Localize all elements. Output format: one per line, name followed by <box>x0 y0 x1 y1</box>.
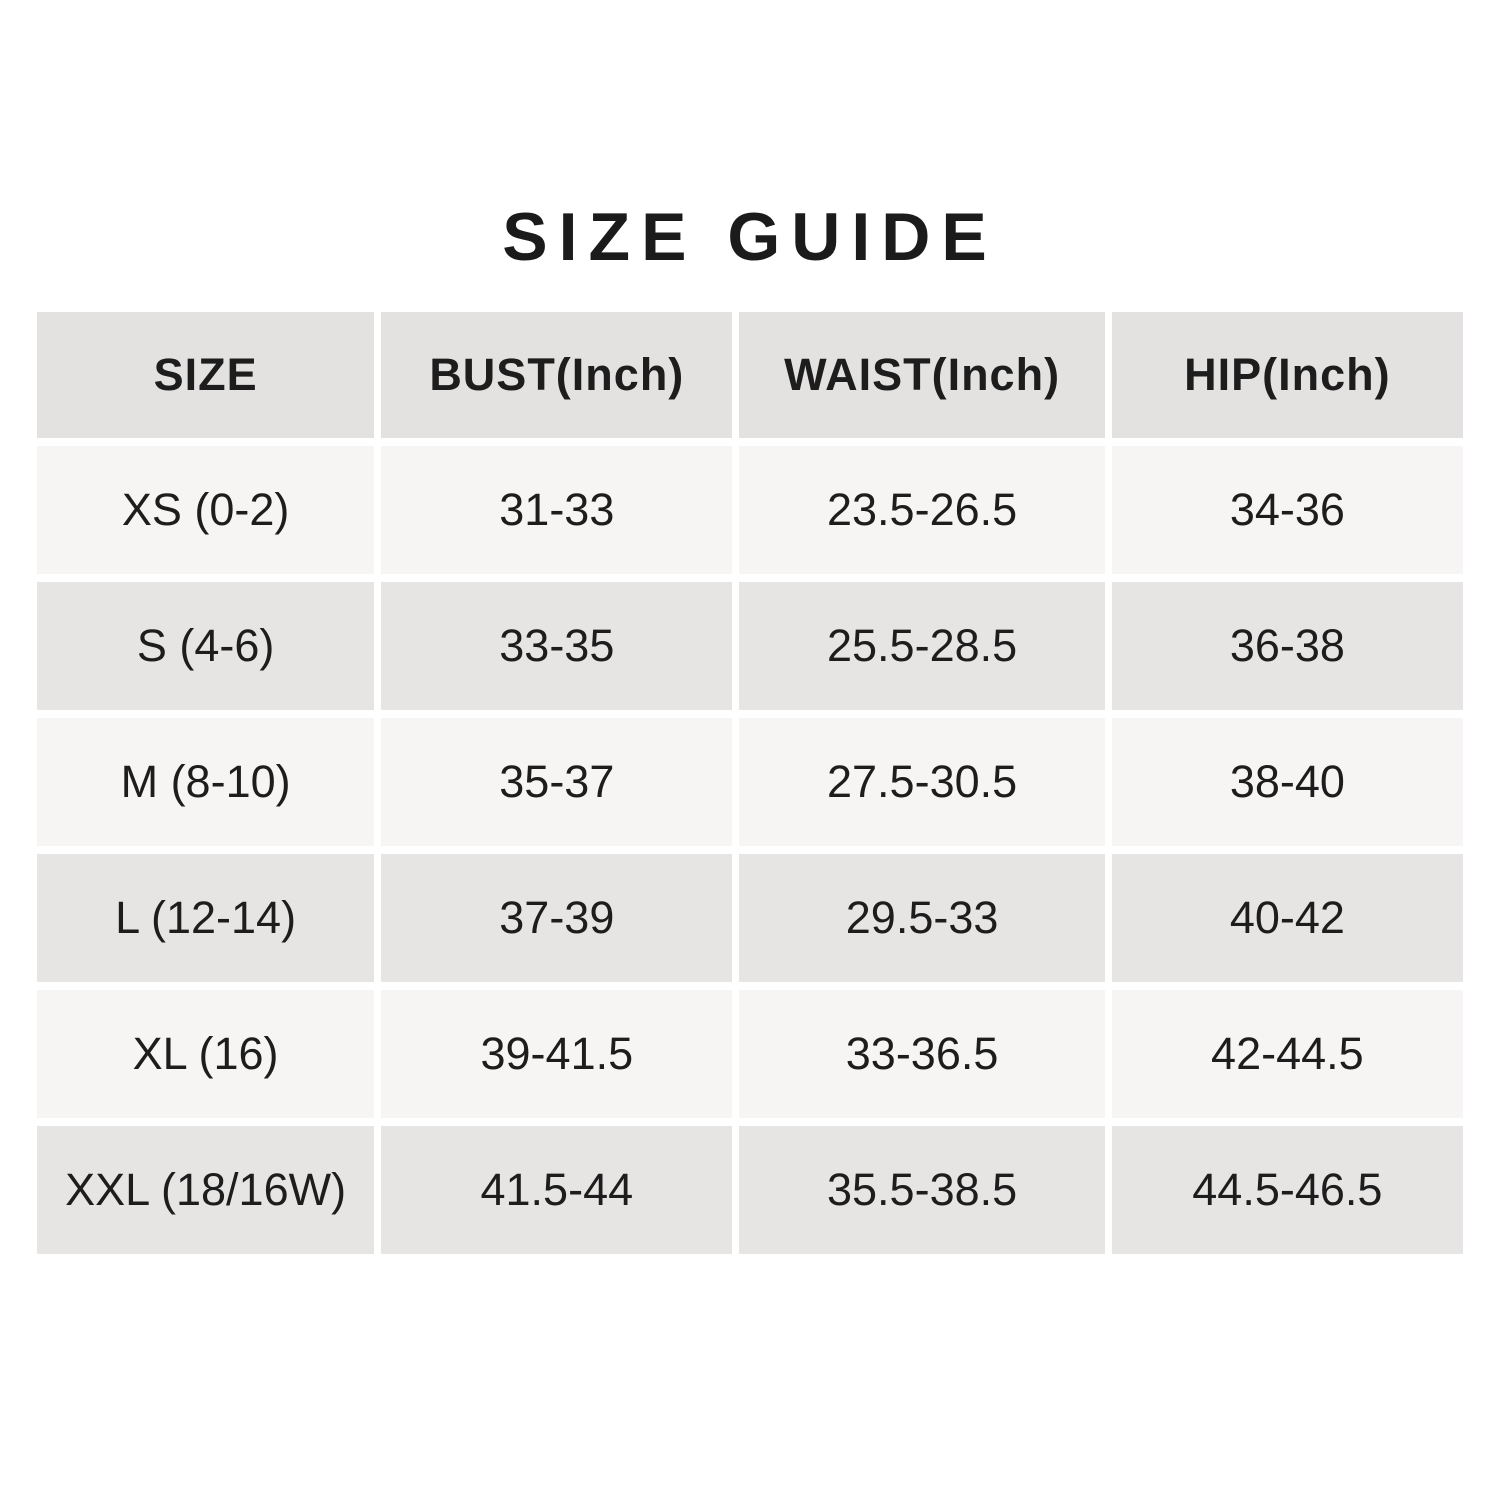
size-label-cell: S (4-6) <box>37 582 374 710</box>
size-guide-table <box>30 304 1470 1262</box>
size-label-cell: XS (0-2) <box>37 446 374 574</box>
measurement-cell: 35.5-38.5 <box>739 1126 1104 1254</box>
table-row <box>37 854 1463 982</box>
measurement-cell: 35-37 <box>381 718 732 846</box>
table-row <box>37 582 1463 710</box>
measurement-cell: 23.5-26.5 <box>739 446 1104 574</box>
size-label-cell: XL (16) <box>37 990 374 1118</box>
measurement-cell: 33-35 <box>381 582 732 710</box>
table-row <box>37 718 1463 846</box>
table-row <box>37 446 1463 574</box>
measurement-cell: 29.5-33 <box>739 854 1104 982</box>
measurement-cell: 42-44.5 <box>1112 990 1463 1118</box>
measurement-cell: 33-36.5 <box>739 990 1104 1118</box>
table-body <box>37 446 1463 1254</box>
measurement-cell: 37-39 <box>381 854 732 982</box>
measurement-cell: 31-33 <box>381 446 732 574</box>
column-header: WAIST(Inch) <box>739 312 1104 438</box>
size-label-cell: XXL (18/16W) <box>37 1126 374 1254</box>
size-label-cell: L (12-14) <box>37 854 374 982</box>
measurement-cell: 38-40 <box>1112 718 1463 846</box>
measurement-cell: 40-42 <box>1112 854 1463 982</box>
page-title: SIZE GUIDE <box>502 199 998 275</box>
measurement-cell: 41.5-44 <box>381 1126 732 1254</box>
table-row <box>37 990 1463 1118</box>
header-row <box>37 312 1463 438</box>
measurement-cell: 39-41.5 <box>381 990 732 1118</box>
column-header: HIP(Inch) <box>1112 312 1463 438</box>
measurement-cell: 44.5-46.5 <box>1112 1126 1463 1254</box>
size-label-cell: M (8-10) <box>37 718 374 846</box>
measurement-cell: 27.5-30.5 <box>739 718 1104 846</box>
column-header: BUST(Inch) <box>381 312 732 438</box>
measurement-cell: 34-36 <box>1112 446 1463 574</box>
table-row <box>37 1126 1463 1254</box>
measurement-cell: 36-38 <box>1112 582 1463 710</box>
measurement-cell: 25.5-28.5 <box>739 582 1104 710</box>
column-header: SIZE <box>37 312 374 438</box>
